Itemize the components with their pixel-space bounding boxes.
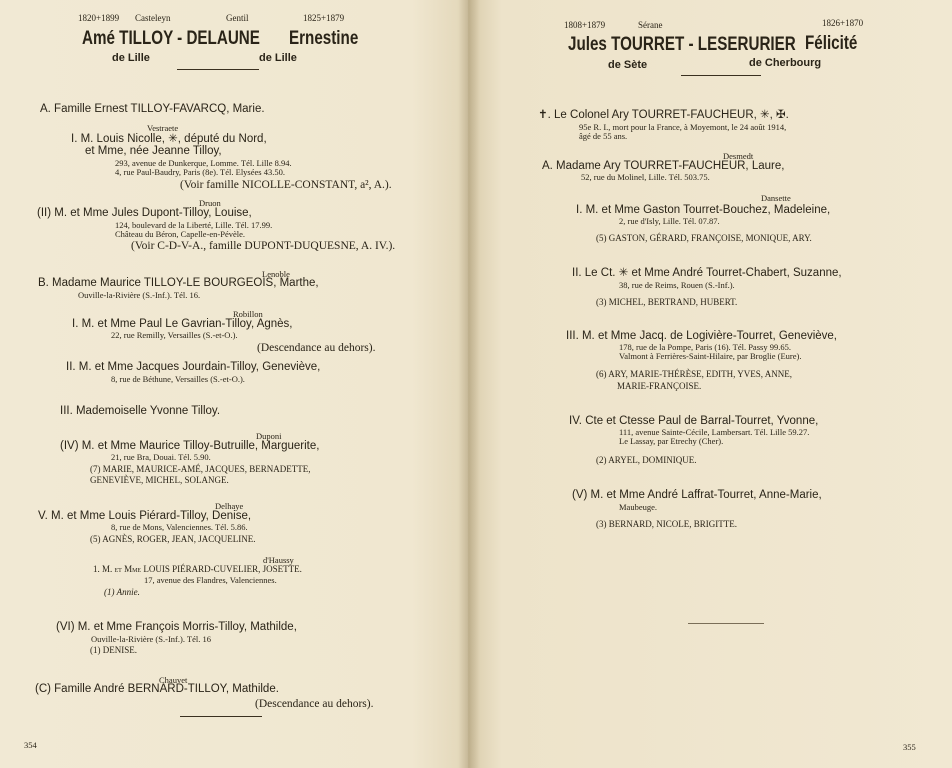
children-list: (7) MARIE, MAURICE-AMÉ, JACQUES, BERNADETTE, bbox=[90, 464, 311, 474]
entry-line: II. M. et Mme Jacques Jourdain-Tilloy, Geneviève, bbox=[66, 361, 321, 373]
right-header-title-left: Jules TOURRET - LESERURIER bbox=[568, 34, 796, 55]
left-header-left-maiden: Casteleyn bbox=[135, 13, 171, 23]
address-line: Le Lassay, par Etrechy (Cher). bbox=[619, 436, 724, 446]
children-list: (5) GASTON, GÉRARD, FRANÇOISE, MONIQUE, ARY. bbox=[596, 233, 812, 243]
entry-line: II. Le Ct. ✳ et Mme André Tourret-Chabert, Suzanne, bbox=[572, 267, 842, 279]
page-number: 354 bbox=[24, 740, 37, 750]
children-list: (5) AGNÈS, ROGER, JEAN, JACQUELINE. bbox=[90, 534, 256, 544]
maiden-name: Druon bbox=[199, 198, 221, 208]
entry-line: I. M. et Mme Gaston Tourret-Bouchez, Madeleine, bbox=[576, 204, 831, 216]
colonel-detail: âgé de 55 ans. bbox=[579, 131, 628, 141]
maiden-name: Duponi bbox=[256, 431, 282, 441]
entry-line: IV. Cte et Ctesse Paul de Barral-Tourret, Yvonne, bbox=[569, 415, 819, 427]
address-line: 124, boulevard de la Liberté, Lille. Tél. 17.99. bbox=[115, 220, 273, 230]
right-header-origin-left: de Sète bbox=[608, 59, 648, 71]
entry-line: III. M. et Mme Jacq. de Logivière-Tourret, Geneviève, bbox=[566, 330, 838, 342]
entry-line: (V) M. et Mme André Laffrat-Tourret, Anne-Marie, bbox=[572, 489, 822, 501]
children-list: (2) ARYEL, DOMINIQUE. bbox=[596, 455, 697, 465]
entry-line: (II) M. et Mme Jules Dupont-Tilloy, Louise, bbox=[37, 207, 252, 219]
address-line: Ouville-la-Rivière (S.-Inf.). Tél. 16. bbox=[78, 290, 201, 300]
children-list: (1) Annie. bbox=[104, 587, 140, 597]
section-b-title: B. Madame Maurice TILLOY-LE BOURGEOIS, Marthe, bbox=[38, 277, 319, 289]
colonel-line: ✝. Le Colonel Ary TOURRET-FAUCHEUR, ✳, ✠. bbox=[538, 109, 789, 121]
maiden-name: Lenoble bbox=[262, 269, 290, 279]
children-list: (3) BERNARD, NICOLE, BRIGITTE. bbox=[596, 519, 737, 529]
section-c-title: (C) Famille André BERNARD-TILLOY, Mathilde. bbox=[35, 683, 279, 695]
section-a-title: A. Madame Ary TOURRET-FAUCHEUR, Laure, bbox=[542, 160, 785, 172]
right-header-left-dates: 1808+1879 bbox=[564, 20, 606, 30]
address-line: 111, avenue Sainte-Cécile, Lambersart. Tél. Lille 59.27. bbox=[619, 427, 810, 437]
right-page bbox=[468, 0, 952, 768]
maiden-name: d'Haussy bbox=[263, 555, 294, 565]
right-header-origin-right: de Cherbourg bbox=[749, 57, 822, 69]
reference-line: (Descendance au dehors). bbox=[255, 698, 374, 710]
entry-line: I. M. Louis Nicolle, ✳, député du Nord, bbox=[71, 133, 267, 145]
reference-line: (Voir famille NICOLLE-CONSTANT, a², A.). bbox=[180, 179, 392, 191]
maiden-name: Robillon bbox=[233, 309, 263, 319]
address-line: 178, rue de la Pompe, Paris (16). Tél. Passy 99.65. bbox=[619, 342, 791, 352]
left-header-left-dates: 1820+1899 bbox=[78, 13, 120, 23]
page-number: 355 bbox=[903, 742, 916, 752]
left-header-right-dates: 1825+1879 bbox=[303, 13, 345, 23]
address-line: 8, rue de Béthune, Versailles (S.-et-O.). bbox=[111, 374, 245, 384]
children-list: MARIE-FRANÇOISE. bbox=[617, 381, 702, 391]
entry-line: III. Mademoiselle Yvonne Tilloy. bbox=[60, 405, 221, 417]
address-line: 22, rue Remilly, Versailles (S.-et-O.). bbox=[111, 330, 238, 340]
maiden-name: Dansette bbox=[761, 193, 791, 203]
address-line: 38, rue de Reims, Rouen (S.-Inf.). bbox=[619, 280, 735, 290]
maiden-name: Delhaye bbox=[215, 501, 244, 511]
entry-line: I. M. et Mme Paul Le Gavrian-Tilloy, Agnès, bbox=[72, 318, 293, 330]
section-a-title: A. Famille Ernest TILLOY-FAVARCQ, Marie. bbox=[40, 103, 265, 115]
left-header-origin-left: de Lille bbox=[112, 52, 150, 64]
entry-line: (VI) M. et Mme François Morris-Tilloy, Mathilde, bbox=[56, 621, 297, 633]
address-line: Maubeuge. bbox=[619, 502, 658, 512]
footer-rule bbox=[688, 623, 764, 624]
address-line: Valmont à Ferrières-Saint-Hilaire, par Broglie (Eure). bbox=[619, 351, 802, 361]
address-line: 52, rue du Molinel, Lille. Tél. 503.75. bbox=[581, 172, 710, 182]
reference-line: (Descendance au dehors). bbox=[257, 342, 376, 354]
address-line: Ouville-la-Rivière (S.-Inf.). Tél. 16 bbox=[91, 634, 211, 644]
entry-line: et Mme, née Jeanne Tilloy, bbox=[85, 145, 222, 157]
address-line: 17, avenue des Flandres, Valenciennes. bbox=[144, 575, 277, 585]
address-line: 21, rue Bra, Douai. Tél. 5.90. bbox=[111, 452, 211, 462]
maiden-name: Vestraete bbox=[147, 123, 179, 133]
header-rule bbox=[681, 75, 761, 76]
colonel-detail: 95e R. I., mort pour la France, à Moyemont, le 24 août 1914, bbox=[579, 122, 787, 132]
right-header-left-maiden: Sérane bbox=[638, 20, 663, 30]
footer-rule bbox=[180, 716, 262, 717]
maiden-name: Desmedt bbox=[723, 151, 754, 161]
address-line: 8, rue de Mons, Valenciennes. Tél. 5.86. bbox=[111, 522, 248, 532]
reference-line: (Voir C-D-V-A., famille DUPONT-DUQUESNE, A. IV.). bbox=[131, 240, 396, 252]
children-list: (3) MICHEL, BERTRAND, HUBERT. bbox=[596, 297, 738, 307]
entry-line: V. M. et Mme Louis Piérard-Tilloy, Denise, bbox=[38, 510, 252, 522]
entry-line: 1. M. et Mme LOUIS PIÉRARD-CUVELIER, JOSETTE. bbox=[93, 564, 302, 574]
left-header-right-maiden: Gentil bbox=[226, 13, 249, 23]
right-header-right-dates: 1826+1870 bbox=[822, 18, 864, 28]
left-header-origin-right: de Lille bbox=[259, 52, 297, 64]
entry-line: (IV) M. et Mme Maurice Tilloy-Butruille, Marguerite, bbox=[60, 440, 320, 452]
right-header-title-right: Félicité bbox=[805, 33, 858, 54]
left-page bbox=[0, 0, 468, 768]
children-list: GENEVIÈVE, MICHEL, SOLANGE. bbox=[90, 475, 229, 485]
header-rule bbox=[177, 69, 259, 70]
address-line: 2, rue d'Isly, Lille. Tél. 07.87. bbox=[619, 216, 720, 226]
address-line: 4, rue Paul-Baudry, Paris (8e). Tél. Elysées 43.50. bbox=[115, 167, 285, 177]
maiden-name: Chauvet bbox=[159, 675, 188, 685]
children-list: (6) ARY, MARIE-THÉRÈSE, EDITH, YVES, ANNE, bbox=[596, 369, 792, 379]
left-header-title-left: Amé TILLOY - DELAUNE bbox=[82, 28, 260, 49]
book-gutter bbox=[458, 0, 480, 768]
left-header-title-right: Ernestine bbox=[289, 28, 359, 49]
address-line: 293, avenue de Dunkerque, Lomme. Tél. Lille 8.94. bbox=[115, 158, 292, 168]
children-list: (1) DENISE. bbox=[90, 645, 137, 655]
address-line: Château du Béron, Capelle-en-Pévèle. bbox=[115, 229, 246, 239]
